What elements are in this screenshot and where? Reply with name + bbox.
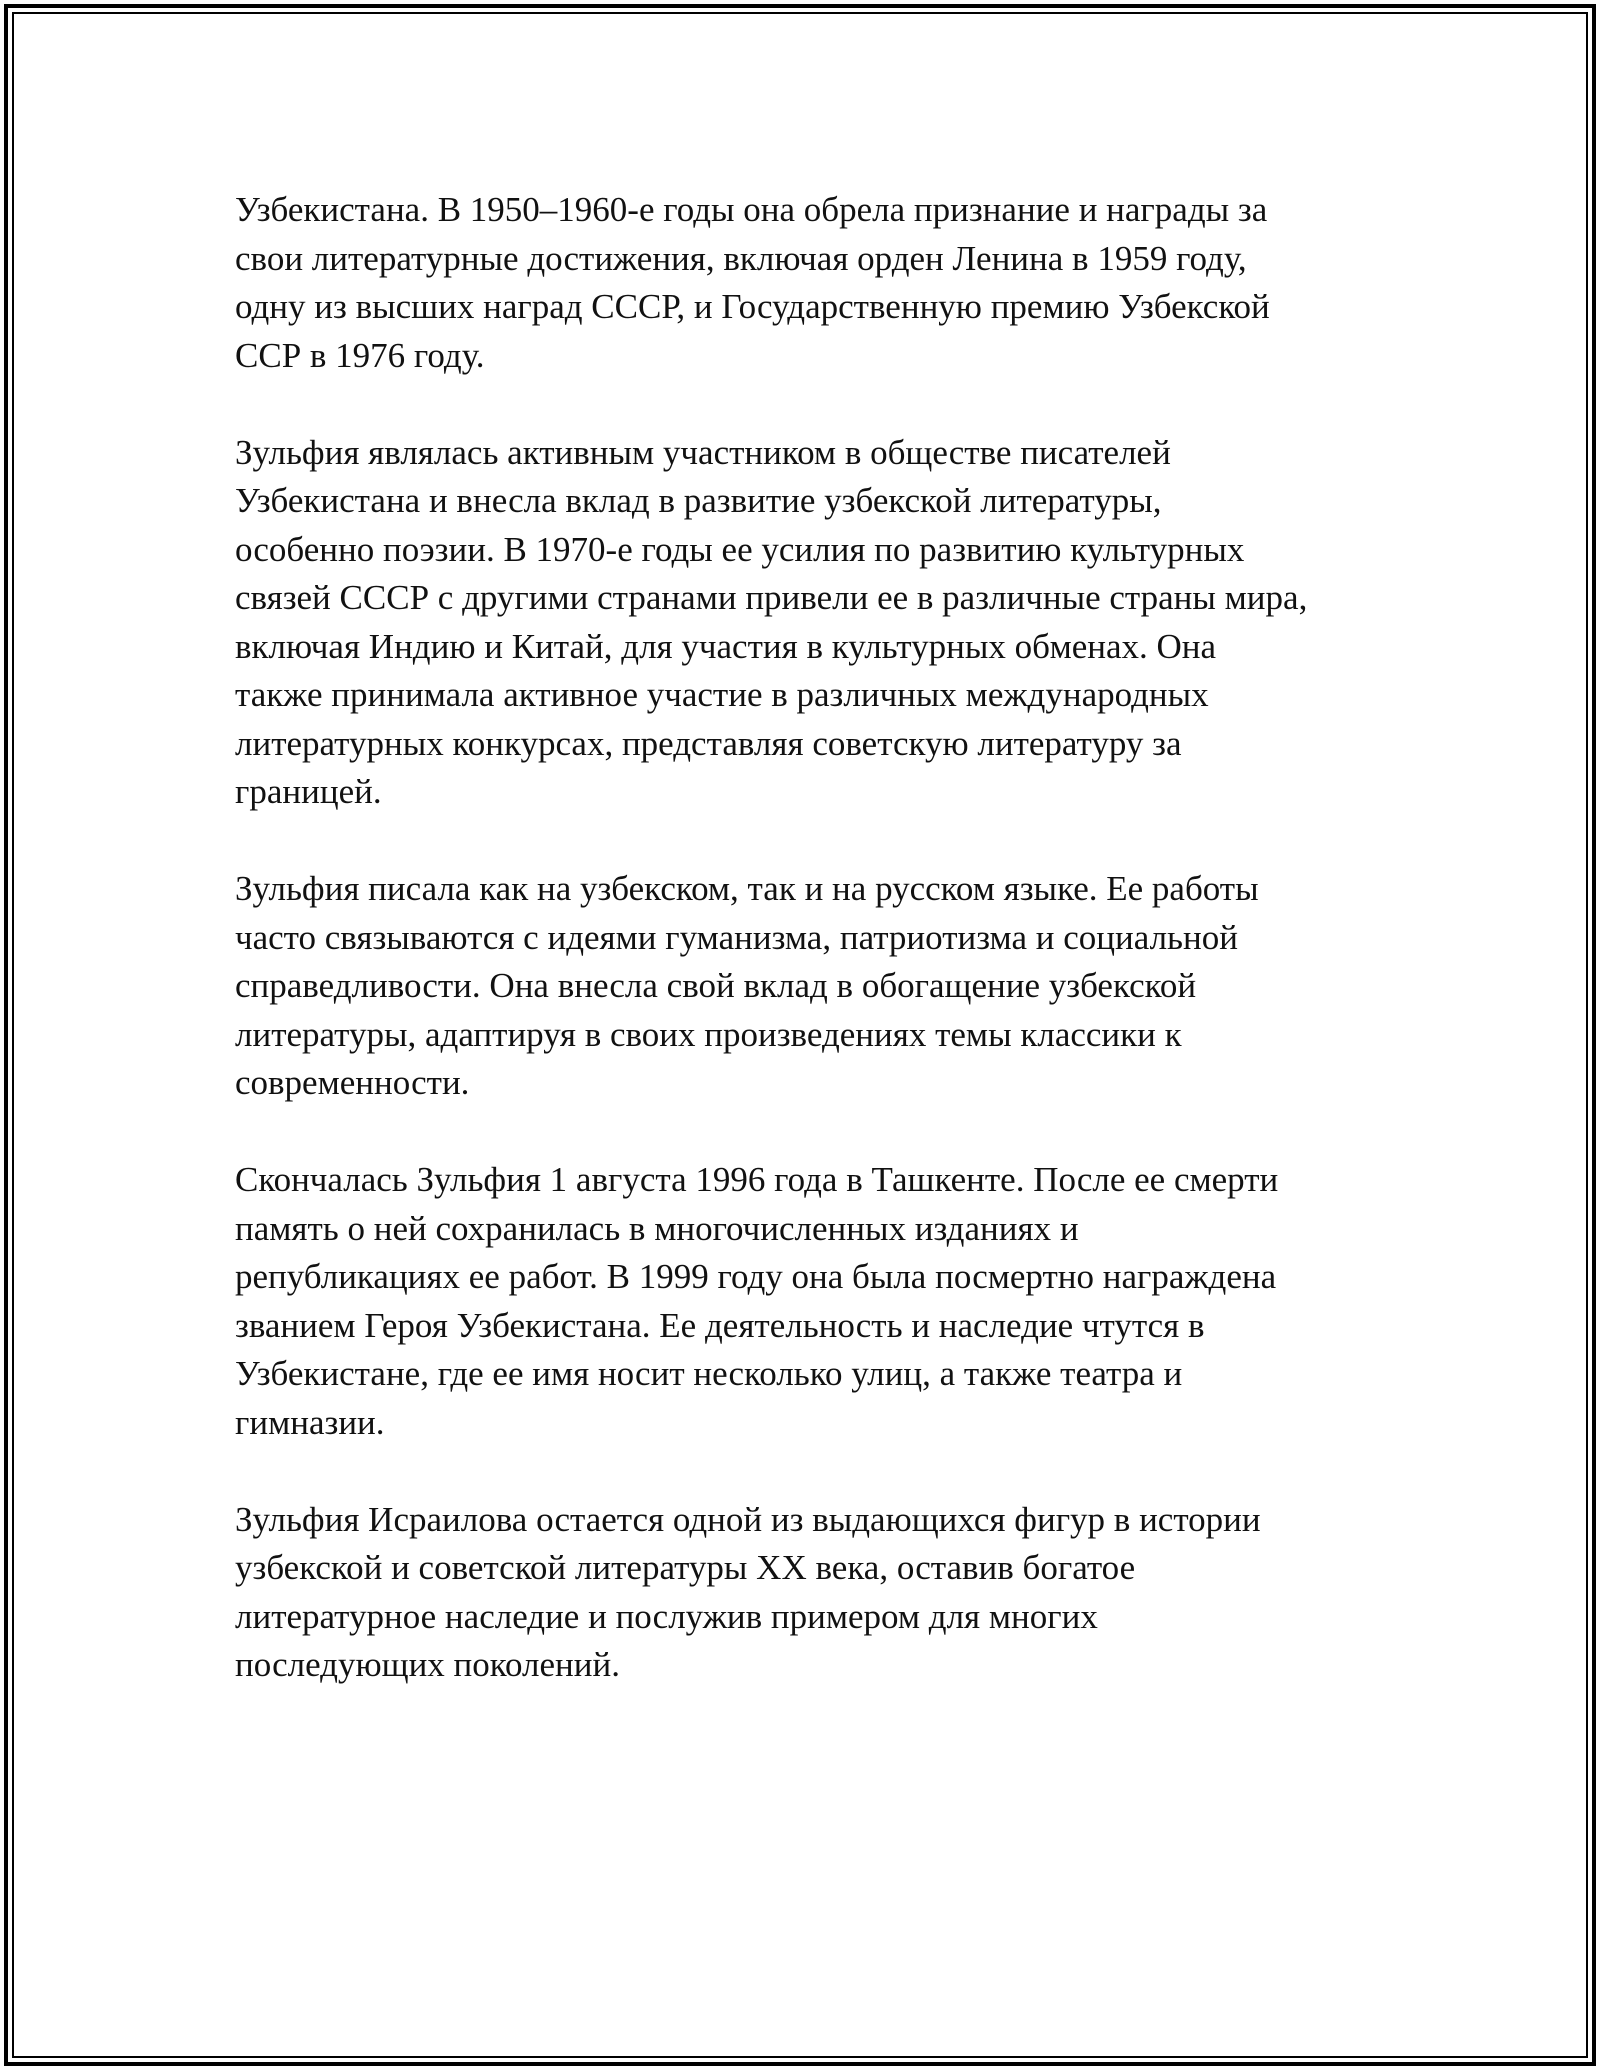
paragraph-1 [235, 186, 1375, 380]
text-line: званием Героя Узбекистана. Ее деятельность и наследие чтутся в [235, 1305, 1205, 1345]
paragraph-4 [235, 1156, 1375, 1447]
text-line: границей. [235, 772, 382, 811]
paragraph-3 [235, 865, 1375, 1108]
text-line: память о ней сохранилась в многочисленных изданиях и [235, 1208, 1079, 1248]
text-line: литературных конкурсах, представляя советскую литературу за [235, 723, 1182, 763]
text-line: Узбекистана и внесла вклад в развитие узбекской литературы, [235, 481, 1162, 520]
text-line: Узбекистана. В 1950–1960-е годы она обрела признание и награды за [235, 190, 1268, 229]
text-line: Зульфия писала как на узбекском, так и на русском языке. Ее работы [235, 869, 1259, 908]
text-line: современности. [235, 1063, 470, 1102]
text-line: литературное наследие и послужив примером для многих [235, 1596, 1098, 1636]
text-line: справедливости. Она внесла свой вклад в обогащение узбекской [235, 966, 1197, 1005]
text-line: Узбекистане, где ее имя носит несколько улиц, а также театра и [235, 1354, 1183, 1393]
text-line: последующих поколений. [235, 1645, 620, 1684]
text-line: также принимала активное участие в различных международных [235, 675, 1209, 714]
text-line: узбекской и советской литературы XX века, оставив богатое [235, 1548, 1136, 1587]
paragraph-5 [235, 1496, 1375, 1690]
paragraph-2 [235, 429, 1375, 817]
text-line: связей СССР с другими странами привели ее в различные страны мира, [235, 578, 1308, 617]
text-line: литературы, адаптируя в своих произведениях темы классики к [235, 1014, 1182, 1054]
text-line: свои литературные достижения, включая орден Ленина в 1959 году, [235, 238, 1247, 278]
text-line: Скончалась Зульфия 1 августа 1996 года в Ташкенте. После ее смерти [235, 1160, 1279, 1199]
document-body [235, 186, 1375, 1738]
text-line: републикациях ее работ. В 1999 году она была посмертно награждена [235, 1257, 1277, 1296]
text-line: одну из высших наград СССР, и Государственную премию Узбекской [235, 287, 1270, 326]
text-line: Зульфия являлась активным участником в обществе писателей [235, 432, 1171, 472]
text-line: Зульфия Исраилова остается одной из выдающихся фигур в истории [235, 1499, 1261, 1539]
text-line: гимназии. [235, 1402, 385, 1442]
text-line: включая Индию и Китай, для участия в культурных обменах. Она [235, 626, 1217, 666]
text-line: часто связываются с идеями гуманизма, патриотизма и социальной [235, 917, 1238, 957]
text-line: особенно поэзии. В 1970-е годы ее усилия по развитию культурных [235, 529, 1245, 569]
text-line: ССР в 1976 году. [235, 335, 485, 375]
